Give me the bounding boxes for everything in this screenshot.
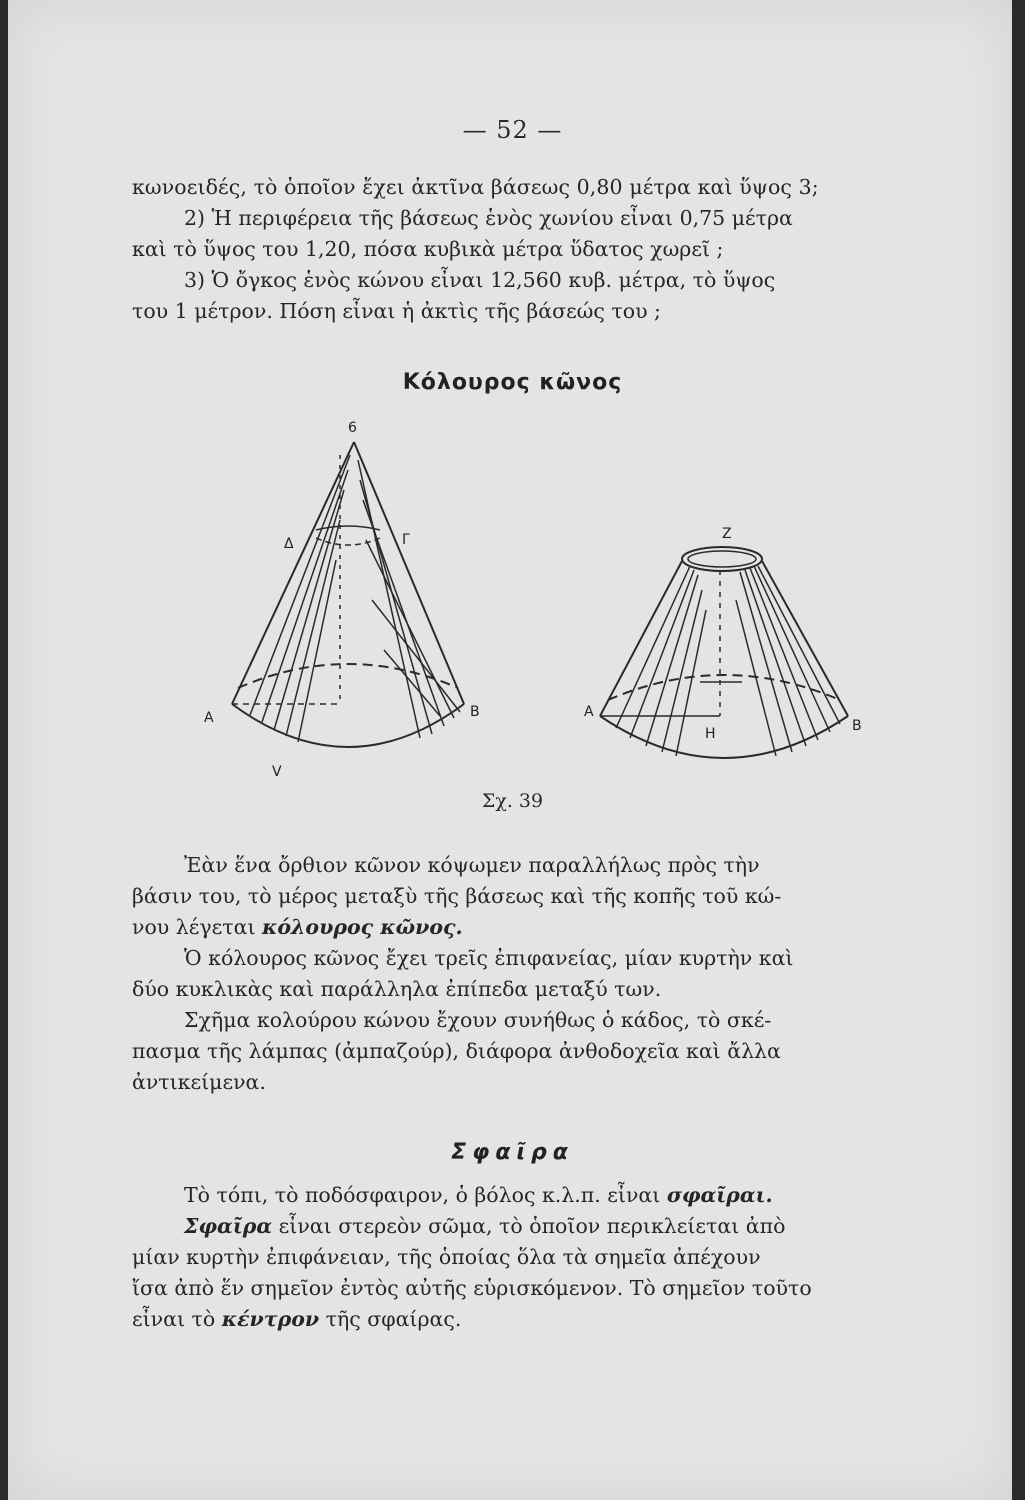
sphere-title: Σφαῖρα xyxy=(451,1140,574,1165)
sphere-p2-line-3: ἴσα ἀπὸ ἕν σημεῖον ἐντὸς αὐτῆς εὑρισκόμενον. Τὸ σημεῖον τοῦτο xyxy=(132,1276,812,1300)
figure-caption: Σχ. 39 xyxy=(481,790,544,812)
page-number: — 52 — xyxy=(462,116,563,144)
frustum-p1-line-2: βάσιν του, τὸ μέρος μεταξὺ τῆς βάσεως καὶ τῆς κοπῆς τοῦ κώ- xyxy=(132,884,782,908)
label-eta: Η xyxy=(705,726,716,742)
frustum-p3-line-3: ἀντικείμενα. xyxy=(132,1070,266,1094)
label-right-b: Β xyxy=(852,718,862,734)
label-right-a: Α xyxy=(584,704,594,720)
frustum-p2-line-1: Ὁ κόλουρος κῶνος ἔχει τρεῖς ἐπιφανείας, μίαν κυρτὴν καὶ xyxy=(184,946,794,970)
label-delta: Δ xyxy=(284,536,294,552)
exercise-3-line-1: 3) Ὁ ὄγκος ἑνὸς κώνου εἶναι 12,560 κυβ. μέτρα, τὸ ὕψος xyxy=(184,268,776,292)
frustum-p3-line-1: Σχῆμα κολούρου κώνου ἔχουν συνήθως ὁ κάδος, τὸ σκέ- xyxy=(184,1008,772,1032)
label-zeta: Ζ xyxy=(722,526,732,542)
label-left-b: Β xyxy=(470,704,480,720)
left-cone-drawing xyxy=(232,442,464,747)
term-frustum: κόλουρος κῶνος. xyxy=(262,915,463,939)
frustum-p2-line-2: δύο κυκλικὰς καὶ παράλληλα ἐπίπεδα μεταξύ των. xyxy=(132,977,662,1001)
sphere-p1: Τὸ τόπι, τὸ ποδόσφαιρον, ὁ βόλος κ.λ.π. εἶναι σφαῖραι. xyxy=(184,1183,773,1207)
frustum-p3-line-2: πασμα τῆς λάμπας (ἀμπαζούρ), διάφορα ἀνθοδοχεῖα καὶ ἄλλα xyxy=(132,1039,781,1063)
frustum-body xyxy=(132,850,928,1098)
label-apex: 6 xyxy=(348,420,357,436)
exercise-3-line-2: του 1 μέτρον. Πόση εἶναι ἡ ἀκτὶς τῆς βάσεώς του ; xyxy=(132,299,661,323)
term-sphere: Σφαῖρα xyxy=(184,1214,273,1238)
frustum-p1-line-3: νου λέγεται κόλουρος κῶνος. xyxy=(132,915,463,939)
frustum-title: Κόλουρος κῶνος xyxy=(402,370,623,395)
label-left-a: Α xyxy=(204,710,214,726)
label-left-bottom: V xyxy=(272,764,282,780)
sphere-body xyxy=(132,1180,928,1335)
exercise-2-line-1: 2) Ἡ περιφέρεια τῆς βάσεως ἑνὸς χωνίου εἶναι 0,75 μέτρα xyxy=(184,206,793,230)
exercise-2-line-2: καὶ τὸ ὕψος του 1,20, πόσα κυβικὰ μέτρα ὕδατος χωρεῖ ; xyxy=(132,237,724,261)
sphere-p2-line-4: εἶναι τὸ κέντρον τῆς σφαίρας. xyxy=(132,1307,462,1331)
right-frustum-drawing xyxy=(600,547,848,758)
sphere-p2-line-1: Σφαῖρα εἶναι στερεὸν σῶμα, τὸ ὁποῖον περικλείεται ἀπὸ xyxy=(184,1214,786,1238)
frustum-p1-line-1: Ἐὰν ἕνα ὄρθιον κῶνον κόψωμεν παραλλήλως πρὸς τὴν xyxy=(184,853,760,877)
term-spheres: σφαῖραι. xyxy=(666,1183,773,1207)
sphere-p2-line-2: μίαν κυρτὴν ἐπιφάνειαν, τῆς ὁποίας ὅλα τὰ σημεῖα ἀπέχουν xyxy=(132,1245,761,1269)
exercise-1-line: κωνοειδές, τὸ ὁποῖον ἔχει ἀκτῖνα βάσεως 0,80 μέτρα καὶ ὕψος 3; xyxy=(132,175,819,199)
term-center: κέντρον xyxy=(221,1307,320,1331)
label-gamma: Γ xyxy=(402,532,410,548)
